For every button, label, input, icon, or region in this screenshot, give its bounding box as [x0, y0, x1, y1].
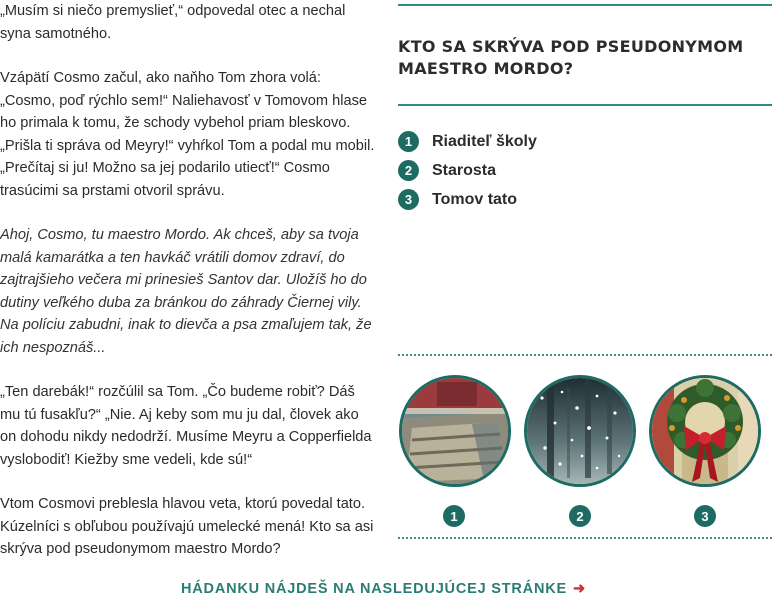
dotted-divider-top — [398, 354, 772, 356]
quiz-option-label: Riaditeľ školy — [432, 132, 537, 150]
quiz-divider — [398, 104, 772, 106]
photo-snowy-forest — [524, 375, 636, 487]
photo-wooden-crate — [399, 375, 511, 487]
dotted-divider-bottom — [398, 537, 772, 539]
quiz-option-label: Starosta — [432, 161, 497, 179]
snowy-forest-icon — [527, 378, 633, 484]
quiz-options — [398, 127, 772, 214]
story-paragraph-4: Vtom Cosmovi preblesla hlavou veta, ktorú povedal tato. Kúzelníci s obľubou používajú umelecké mená! Kto sa asi skrýva pod pseudonymom maestro Mordo? — [0, 496, 374, 557]
arrow-right-icon: ➜ — [572, 581, 586, 597]
photo-number-1: 1 — [443, 505, 465, 527]
story-paragraph-3: „Ten darebák!“ rozčúlil sa Tom. „Čo budeme robiť? Dáš mu tú fusakľu?“ „Nie. Aj keby som mu ju dal, človek ako on dohodu nikdy nedodrží. Musíme Meyru a Copperfielda vyslobodiť! Kiežby sme vedeli, kde sú!“ — [0, 384, 372, 468]
story-letter: Ahoj, Cosmo, tu maestro Mordo. Ak chceš, aby sa tvoja malá kamarátka a ten havkáč vrátili domov zdraví, do zajtrajšieho večera mi prinesieš Santov dar. Uložíš ho do dutiny veľkého duba za bránkou do záhrady Čiernej vily. Na políciu zabudni, inak to dievča a psa zmaľujem tak, že ich nespoznáš... — [0, 227, 372, 356]
story-text — [0, 0, 378, 583]
quiz-title: KTO SA SKRÝVA POD PSEUDONYMOM MAESTRO MORDO? — [398, 37, 744, 78]
number-badge-2: 2 — [398, 160, 419, 181]
number-badge-1: 1 — [398, 131, 419, 152]
footer-hint — [181, 581, 586, 597]
quiz-option-label: Tomov tato — [432, 190, 518, 208]
photo-number-3: 3 — [694, 505, 716, 527]
quiz-box — [398, 4, 772, 214]
christmas-wreath-icon — [652, 378, 758, 484]
story-paragraph-1: „Musím si niečo premyslieť,“ odpovedal otec a nechal syna samotného. — [0, 3, 346, 42]
footer-text: HÁDANKU NÁJDEŠ NA NASLEDUJÚCEJ STRÁNKE — [181, 581, 567, 597]
wooden-crate-icon — [402, 378, 508, 484]
story-paragraph-2: Vzápätí Cosmo začul, ako naňho Tom zhora volá: „Cosmo, poď rýchlo sem!“ Naliehavosť v Tomovom hlase ho primala k tomu, že schody vybehol priam bleskovo. „Prišla ti správa od Meyry!“ vyhŕkol Tom a podal mu mobil. „Prečítaj si ju! Možno sa jej podarilo utiecť!“ Cosmo trasúcimi sa prstami otvoril správu. — [0, 70, 375, 199]
number-badge-3: 3 — [398, 189, 419, 210]
photo-christmas-wreath — [649, 375, 761, 487]
quiz-option-3[interactable] — [398, 185, 772, 214]
quiz-option-2[interactable] — [398, 156, 772, 185]
quiz-option-1[interactable] — [398, 127, 772, 156]
photo-number-2: 2 — [569, 505, 591, 527]
